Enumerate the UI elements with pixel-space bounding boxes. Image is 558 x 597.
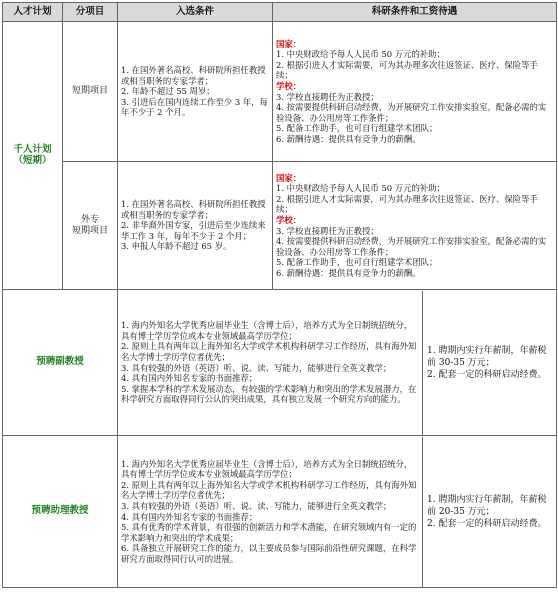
condition-item: 3. 申报人年龄不超过 65 岁。: [121, 241, 232, 252]
benefit-item: 3. 学校直接聘任为正教授；: [276, 91, 379, 102]
conditions-cell: [118, 291, 423, 435]
benefits-cell: [423, 291, 556, 435]
condition-item: 3. 引进后在国内连续工作至少 3 年，每年不少于 2 个月。: [121, 96, 268, 118]
subproject-name: 短期项目: [63, 22, 118, 162]
header-plan: 人才计划: [3, 3, 63, 22]
benefit-item: 1. 中央财政给予每人人民币 50 万元的补助；: [276, 183, 446, 194]
country-label: 国家：: [276, 38, 302, 49]
benefit-item: 5. 配备工作助手，也可自行组建学术团队；: [276, 123, 438, 134]
benefit-item: 2. 配套一定的科研启动经费。: [427, 369, 547, 380]
conditions-and-benefits-cell: [118, 436, 557, 588]
condition-item: 1. 海内外知名大学优秀应届毕业生（含博士后），培养方式为全日制统招统分，具有博士学历学位或本专业领域最高学历学位；: [121, 458, 413, 480]
benefit-item: 3. 学校直接聘任为正教授；: [276, 225, 379, 236]
condition-item: 2. 年龄不超过 55 周岁；: [121, 86, 215, 97]
conditions-cell: [118, 437, 423, 587]
condition-item: 4. 具有国内外知名专家的书面推荐；: [121, 373, 258, 384]
benefits-cell: [273, 162, 557, 290]
condition-item: 1. 在国外著名高校、科研院所担任教授或相当职务的专家学者；: [121, 199, 266, 220]
conditions-cell: [118, 162, 273, 290]
split-wrapper: [118, 291, 556, 435]
benefit-item: 5. 配备工作助手，也可自行组建学术团队；: [276, 257, 438, 268]
benefit-item: 4. 按需要提供科研启动经费，为开展研究工作安排实验室，配备必需的实验设备、办公用房等工作条件；: [276, 102, 547, 123]
header-conditions: 入选条件: [118, 3, 273, 22]
plan-name: 预聘副教授: [3, 290, 118, 436]
condition-item: 3. 具有较强的外语（英语）听、说、读、写能力，能够进行全英文教学；: [121, 362, 392, 373]
condition-item: 1. 在国外著名高校、科研院所担任教授或相当职务的专家学者；: [121, 65, 266, 86]
header-row: [3, 3, 557, 22]
condition-item: 2. 原则上具有两年以上海外知名大学或学术机构科研学习工作经历，具有海外知名大学博士学历学位者优先；: [121, 341, 417, 362]
conditions-cell: [118, 22, 273, 162]
header-subproject: 分项目: [63, 3, 118, 22]
table-row: [3, 22, 557, 162]
condition-item: 6. 具备独立开展研究工作的能力，以主要成员参与国际前沿性研究课题，在科学研究方面取得同行认可的进展。: [121, 543, 417, 564]
school-label: 学校：: [276, 214, 302, 225]
condition-item: 3. 具有较强的外语（英语）听、说、读、写能力，能够进行全英文教学；: [121, 500, 392, 511]
table-row: [3, 436, 557, 588]
plan-name: 千人计划（短期）: [3, 22, 63, 290]
condition-item: 5. 具有优秀的学术背景，有很强的创新活力和学术潜能，在研究领域内有一定的学术影响力和突出的学术成果；: [121, 522, 417, 543]
condition-item: 2. 非华裔外国专家，引进后至少连续来华工作 3 年，每年不少于 2 个月；: [121, 220, 266, 241]
benefits-cell: [423, 437, 556, 587]
header-benefits: 科研条件和工资待遇: [273, 3, 557, 22]
table-row: [3, 162, 557, 290]
subproject-name-text: 外专 短期项目: [71, 214, 108, 236]
benefit-item: 2. 配套一定的科研启动经费。: [427, 518, 547, 529]
benefit-item: 1. 聘期内实行年薪制，年薪税前 20-35 万元；: [427, 494, 547, 517]
plan-name: 预聘助理教授: [3, 436, 118, 588]
conditions-and-benefits-cell: [118, 290, 557, 436]
benefit-item: 4. 按需要提供科研启动经费，为开展研究工作安排实验室，配备必需的实验设备、办公用房等工作条件；: [276, 236, 547, 257]
benefit-item: 2. 根据引进人才实际需要，可为其办理多次往返签证、医疗、保险等手续；: [276, 193, 538, 215]
condition-item: 1. 海内外知名大学优秀应届毕业生（含博士后），培养方式为全日制统招统分，具有博士学历学位或本专业领域最高学历学位；: [121, 320, 413, 341]
benefit-item: 1. 聘期内实行年薪制，年薪税前 30-35 万元；: [427, 345, 547, 368]
benefit-item: 6. 薪酬待遇：提供具有竞争力的薪酬。: [276, 133, 421, 144]
benefits-cell: [273, 22, 557, 162]
split-wrapper: [118, 437, 556, 587]
benefit-item: 6. 薪酬待遇：提供具有竞争力的薪酬。: [276, 267, 421, 278]
benefit-item: 2. 根据引进人才实际需要，可为其办理多次往返签证、医疗、保险等手续；: [276, 59, 538, 81]
condition-item: 4. 具有国内外知名专家的书面推荐；: [121, 511, 258, 522]
condition-item: 2. 原则上具有两年以上海外知名大学或学术机构科研学习工作经历，具有海外知名大学博士学历学位者优先；: [121, 479, 417, 501]
country-label: 国家：: [276, 172, 302, 183]
benefit-item: 1. 中央财政给予每人人民币 50 万元的补助；: [276, 49, 446, 60]
condition-item: 5. 掌握本学科的学术发展动态，有较强的学术影响力和突出的学术发展潜力，在科学研究方面取得同行公认的突出成果，具有独立发展一个研究方向的能力。: [121, 383, 417, 405]
talent-table: [2, 2, 557, 588]
table-row: [3, 290, 557, 436]
subproject-name: [63, 162, 118, 290]
school-label: 学校：: [276, 80, 302, 91]
